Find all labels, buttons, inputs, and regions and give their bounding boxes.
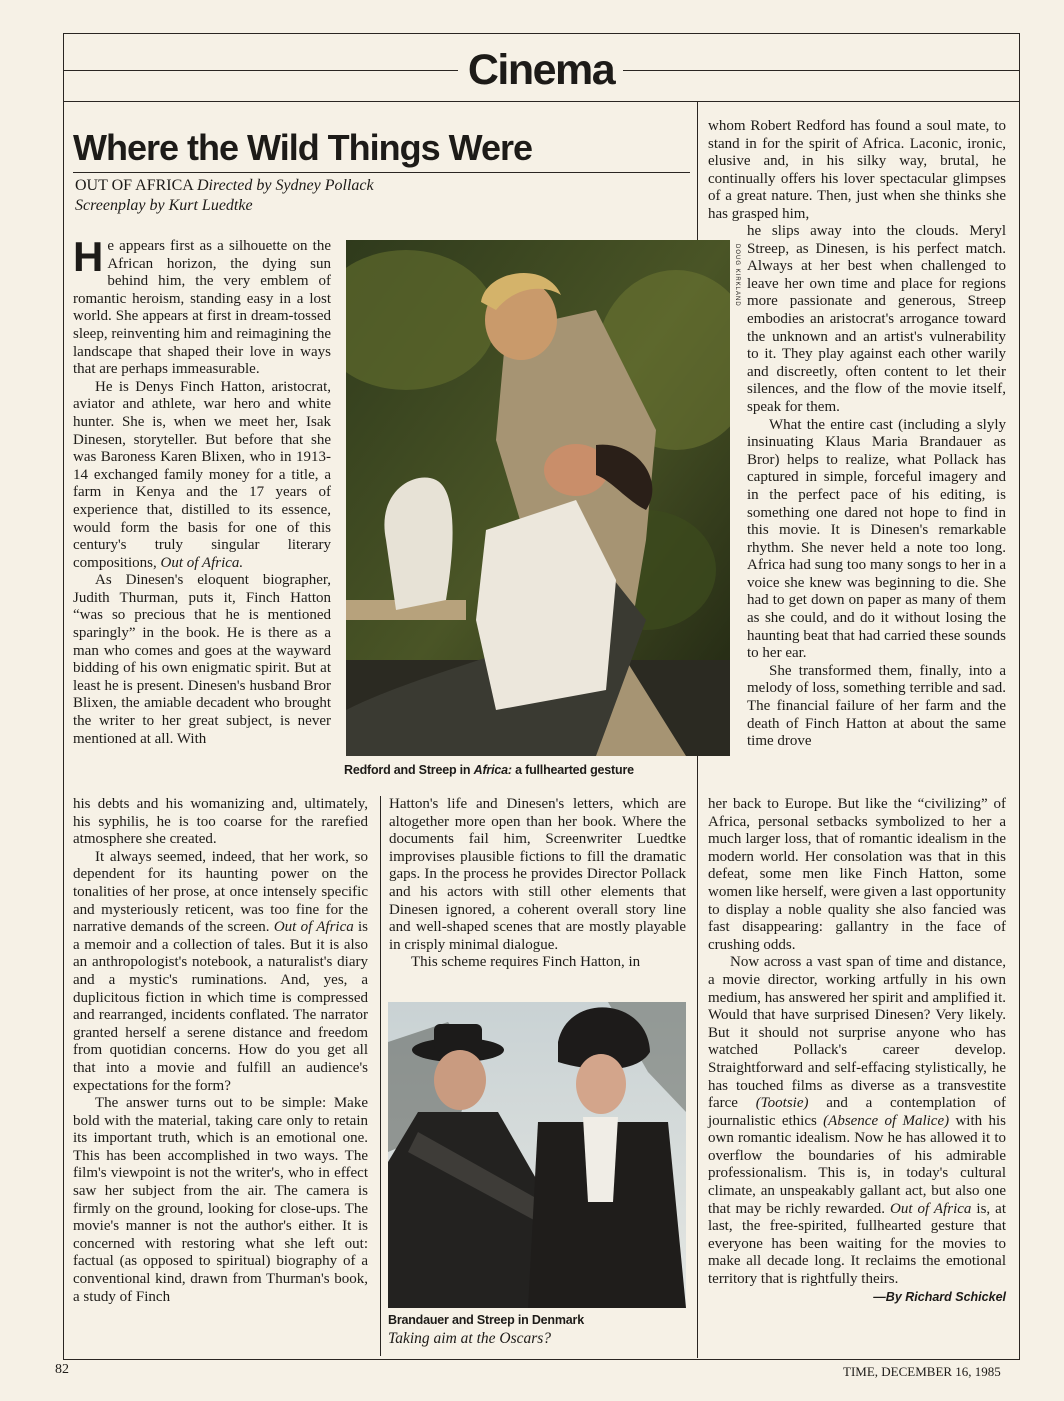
column-2 xyxy=(389,796,686,972)
photo-caption-bottom: Brandauer and Streep in Denmark xyxy=(388,1313,584,1327)
page-number: 82 xyxy=(55,1362,69,1377)
paragraph: Now across a vast span of time and distance, a movie director, working artfully in his own medium, has answered her spirit and amplified it. Would that have surprised Dinesen? Very likely. But it should not surprise anyone who has watched Pollack's career develop. Straightforward and self-effacing stylistically, he has touched films as diverse as a transvestite farce (Tootsie) and a contemplation of journalistic ethics (Absence of Malice) with his own romantic idealism. Now he has allowed it to overflow the boundaries of his admirable professionalism. This is, in today's cultural climate, an unspeakably gallant act, but also one that may be richly rewarded. Out of Africa is, at last, the free-spirited, fullhearted gesture that everyone has been waiting for the movies to make all decade long. It reclaims the emotional territory that is rightfully theirs. —By Richard Schickel xyxy=(708,954,1006,1288)
photo-caption-bottom-tagline: Taking aim at the Oscars? xyxy=(388,1330,552,1347)
paragraph: his debts and his womanizing and, ultimately, his syphilis, he is too coarse for the rarefied atmosphere she created. xyxy=(73,796,368,848)
film-title: OUT OF AFRICA xyxy=(75,177,193,194)
article-headline: Where the Wild Things Were xyxy=(73,127,533,168)
film-credits xyxy=(75,176,675,216)
headline-rule xyxy=(73,172,690,173)
column-1-top xyxy=(73,233,331,748)
paragraph: he slips away into the clouds. Meryl Streep, as Dinesen, is his perfect match. Always at her best when challenged to leave her own time and place for regions more passionate and generous, Streep embodies an aristocrat's arrogance toward the unknown and an artist's vulnerability to it. They play against each other warily and discreetly, often content to let their silences, and the flow of the movie itself, speak for them. xyxy=(747,223,1006,415)
paragraph: This scheme requires Finch Hatton, in xyxy=(411,954,641,971)
photo-redford-streep xyxy=(346,240,730,756)
paragraph: What the entire cast (including a slyly insinuating Klaus Maria Brandauer as Bror) helps to realize, what Pollack has captured in simple, forceful imagery and in the perfect pace of his editing, is something one dared not hope to find in this movie. It is Dinesen's remarkable rhythm. She never held a note too long. Africa had sung too many songs to her in a voice she knew was beginning to die. She had to get down on paper as many of them as she could, and do it without losing the haunting beat that had carried these sounds to her ear. xyxy=(747,416,1006,662)
drop-cap: H xyxy=(73,233,104,280)
paragraph: It always seemed, indeed, that her work, so dependent for its haunting power on the tonalities of her prose, at once intensely specific and mysteriously reticent, was too fine for the narrative demands of the screen. Out of Africa is a memoir and a collection of tales. But it is also an anthropologist's notebook, a naturalist's diary and a mystic's ruminations. And, yes, a duplicitous fiction in which time is compressed and rearranged, incidents conflated. The narrator granted herself a serene distance and freedom from quotidian concerns. How do you get all that into a movie and fulfill an audience's expectations for the form? xyxy=(73,848,369,1094)
photo-caption-top: Redford and Streep in Africa: a fullhearted gesture xyxy=(344,763,634,777)
paragraph: She transformed them, finally, into a melody of loss, something terrible and sad. The financial failure of her farm and the death of Finch Hatton at about the same time drove xyxy=(747,662,1006,750)
byline: —By Richard Schickel xyxy=(873,1289,1006,1304)
director-credit: Directed by Sydney Pollack xyxy=(196,177,374,194)
issue-date: TIME, DECEMBER 16, 1985 xyxy=(843,1364,1001,1379)
column-3-bottom xyxy=(708,796,1006,1306)
paragraph: The answer turns out to be simple: Make bold with the material, taking care only to retain its important truth, which is an emotional one. This has been accomplished in two ways. The film's viewpoint is not the writer's, who in effect saw her subject from the air. The camera is firmly on the ground, looking for close-ups. The movie's manner is not the author's either. It is concerned with restoring what she left out: factual (as opposed to spiritual) biography of a conventional kind, drawn from Thurman's book, a study of Finch xyxy=(73,1095,368,1305)
paragraph: Hatton's life and Dinesen's letters, which are altogether more open than her book. Where the documents fail him, Screenwriter Luedtke improvises plausible fictions to fill the dramatic gaps. In the process he provides Director Pollack and his actors with still other elements that Dinesen ignored, a coherent overall story line and well-shaped scenes that are mostly playable in crisply minimal dialogue. xyxy=(389,796,686,953)
section-header xyxy=(63,33,1020,102)
paragraph: her back to Europe. But like the “civilizing” of Africa, personal setbacks symbolized to her a much larger loss, that of romantic idealism in the modern world. Her consolation was that in this defeat, some men like Finch Hatton, some women like herself, were given a last opportunity to display a noble quality she also fancied was fast disappearing: gallantry in the face of crushing odds. xyxy=(708,796,1006,953)
column-3-top xyxy=(708,118,1006,224)
paragraph: whom Robert Redford has found a soul mate, to stand in for the spirit of Africa. Laconic, ironic, elusive and, in his silky way, brutal, he continually offers his lover spectacular glimpses of a great nature. Then, just when she thinks she has grasped him, xyxy=(708,118,1006,222)
section-rule-left xyxy=(63,70,458,71)
photo-brandauer-streep xyxy=(388,1002,686,1308)
paragraph: As Dinesen's eloquent biographer, Judith Thurman, puts it, Finch Hatton “was so precious that he is mentioned sparingly” in the book. He is there as a man who comes and goes at the wayward bidding of his own enigmatic spirit. But at least he is present. Dinesen's husband Bror Blixen, the amiable decadent who brought the writer to her great subject, is never mentioned at all. With xyxy=(73,572,331,747)
column-rule-1 xyxy=(380,796,381,1356)
section-rule-right xyxy=(623,70,1020,71)
screenplay-credit: Screenplay by Kurt Luedtke xyxy=(75,197,253,214)
section-title: Cinema xyxy=(467,46,615,94)
column-3-middle xyxy=(747,223,1006,751)
column-1-bottom xyxy=(73,796,368,1306)
paragraph: He appears first as a silhouette on the African horizon, the dying sun behind him, the very emblem of romantic heroism, standing easy in a lost world. She appears at first in dream-tossed sleep, reinventing him and reimagining the landscape that shaped their love in ways that are perhaps immeasurable. xyxy=(73,233,331,378)
photo-credit: DOUG KIRKLAND xyxy=(734,244,740,307)
paragraph: He is Denys Finch Hatton, aristocrat, aviator and athlete, war hero and white hunter. She is, when we meet her, Isak Dinesen, storyteller. But before that she was Baroness Karen Blixen, who in 1913-14 exchanged family money for a title, a farm in Kenya and the 17 years of experience that, distilled to its essence, would form the basis for one of this century's truly singular literary compositions, Out of Africa. xyxy=(73,378,331,571)
